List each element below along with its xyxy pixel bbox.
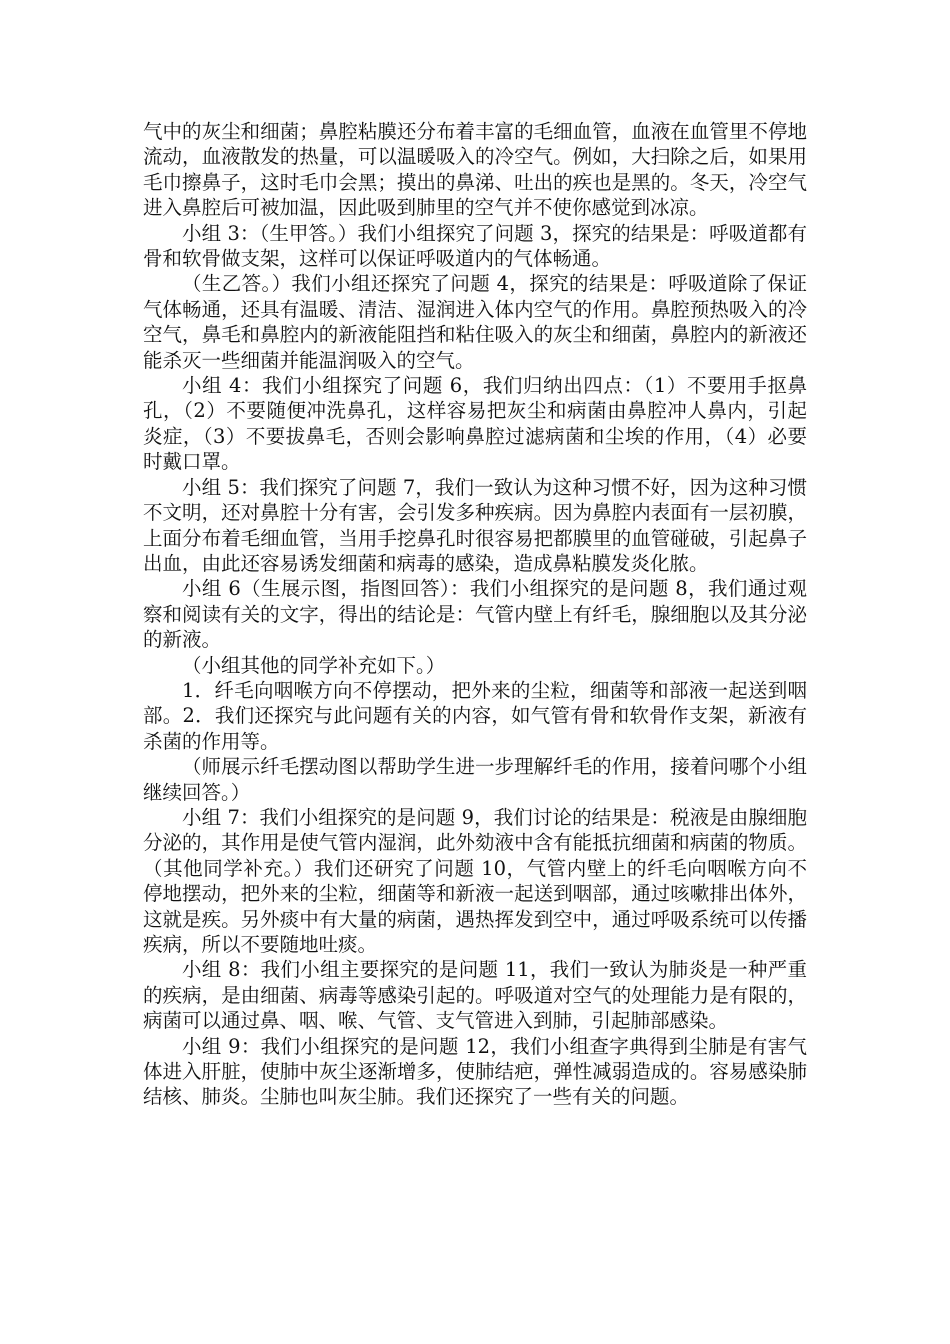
paragraph-group-5: 小组 5：我们探究了问题 7，我们一致认为这种习惯不好，因为这种习惯不文明，还对鼻腔十分有害，会引发多种疾病。因为鼻腔内表面有一层初膜，上面分布着毛细血管，当用手挖鼻孔时很容易把都膜里的血管碰破，引起鼻子出血，由此还容易诱发细菌和病毒的感染，造成鼻粘膜发炎化脓。 — [143, 475, 807, 575]
paragraph-group-4: 小组 4：我们小组探究了问题 6，我们归纳出四点：（1）不要用手抠鼻孔，（2）不要随便冲洗鼻孔，这样容易把灰尘和病菌由鼻腔冲人鼻内，引起炎症，（3）不要拔鼻毛，否则会影响鼻腔过滤病菌和尘埃的作用，（4）必要时戴口罩。 — [143, 374, 807, 474]
paragraph-group-7: 小组 7：我们小组探究的是问题 9，我们讨论的结果是：税液是由腺细胞分泌的，其作用是使气管内湿润，此外劾液中含有能抵抗细菌和病菌的物质。（其他同学补充。）我们还研究了问题 10，气管内壁上的纤毛向咽喉方向不停地摆动，把外来的尘粒，细菌等和新液一起送到咽部，通过咳嗽排出体外，这就是疾。另外痰中有大量的病菌，遇热挥发到空中，通过呼吸系统可以传播疾病，所以不要随地吐痰。 — [143, 805, 807, 956]
paragraph-teacher-note: （师展示纤毛摆动图以帮助学生进一步理解纤毛的作用，接着问哪个小组继续回答。） — [143, 755, 807, 804]
paragraph-group-9: 小组 9：我们小组探究的是问题 12，我们小组查字典得到尘肺是有害气体进入肝脏，使肺中灰尘逐渐增多，使肺结疤，弹性减弱造成的。容易感染肺结核、肺炎。尘肺也叫灰尘肺。我们还探究了一些有关的问题。 — [143, 1034, 807, 1109]
paragraph-student-b: （生乙答。）我们小组还探究了问题 4，探究的结果是：呼吸道除了保证气体畅通，还具有温暖、清洁、湿润进入体内空气的作用。鼻腔预热吸入的冷空气，鼻毛和鼻腔内的新液能阻挡和粘住吸入的灰尘和细菌，鼻腔内的新液还能杀灭一些细菌并能温润吸入的空气。 — [143, 272, 807, 372]
paragraph-group-3: 小组 3：（生甲答。）我们小组探究了问题 3，探究的结果是：呼吸道都有骨和软骨做支架，这样可以保证呼吸道内的气体畅通。 — [143, 221, 807, 271]
paragraph-supplement-points: 1．纤毛向咽喉方向不停摆动，把外来的尘粒，细菌等和部液一起送到咽部。2．我们还探究与此问题有关的内容，如气管有骨和软骨作支架，新液有杀菌的作用等。 — [143, 678, 807, 753]
paragraph-group-6-supplement: （小组其他的同学补充如下。） — [182, 653, 446, 677]
paragraph-continuation: 气中的灰尘和细菌；鼻腔粘膜还分布着丰富的毛细血管，血液在血管里不停地流动，血液散发的热量，可以温暖吸入的冷空气。例如，大扫除之后，如果用毛巾擦鼻子，这时毛巾会黑；摸出的鼻涕、吐出的疾也是黑的。冬天，冷空气进入鼻腔后可被加温，因此吸到肺里的空气并不使你感觉到冰凉。 — [143, 120, 807, 220]
document-body — [143, 119, 807, 1110]
paragraph-group-6: 小组 6（生展示图，指图回答）：我们小组探究的是问题 8，我们通过观察和阅读有关的文字，得出的结论是：气管内壁上有纤毛，腺细胞以及其分泌的新液。 — [143, 577, 807, 652]
paragraph-group-8: 小组 8：我们小组主要探究的是问题 11，我们一致认为肺炎是一种严重的疾病，是由细菌、病毒等感染引起的。呼吸道对空气的处理能力是有限的，病菌可以通过鼻、咽、喉、气管、支气管进入到肺，引起肺部感染。 — [143, 958, 807, 1033]
